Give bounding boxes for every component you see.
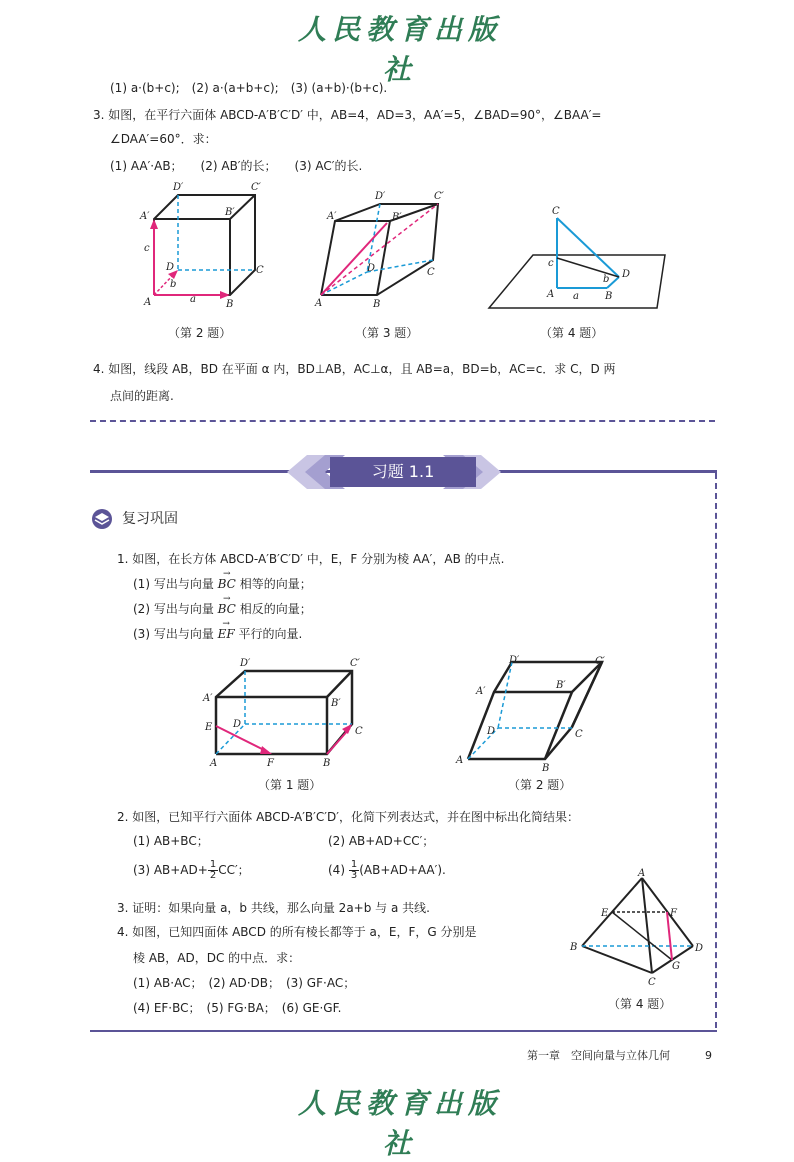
label-C-4: C	[552, 206, 560, 217]
figure-tetrahedron-p4	[565, 868, 710, 988]
footer-page-number: 9	[705, 1049, 712, 1062]
label-c-4: c	[548, 258, 554, 269]
q3-line3: (1) AA′·AB； (2) AB′的长； (3) AC′的长.	[110, 159, 363, 173]
label-C-tetra: C	[648, 977, 656, 988]
publisher-footer: 人民教育出版社	[297, 1087, 502, 1160]
label-G-tetra: G	[672, 961, 680, 972]
p1-item3: (3) 写出与向量 → EF 平行的向量.	[133, 626, 302, 642]
label-D-p1: D	[233, 719, 242, 730]
p4-line1: 4. 如图，已知四面体 ABCD 的所有棱长都等于 a，E，F，G 分别是	[117, 925, 477, 939]
caption-q4: （第 4 题）	[540, 326, 604, 340]
p2-item4: (4) $\frac{1}{3}$ (AB+AD+AA′).	[328, 859, 446, 881]
label-b-4: b	[603, 274, 610, 285]
label-C-prime-1: C′	[251, 182, 261, 193]
q3-line1: 3. 如图，在平行六面体 ABCD-A′B′C′D′ 中，AB=4，AD=3，AA′=5，∠BAD=90°，∠BAA′=	[93, 108, 602, 122]
footer-chapter: 第一章 空间向量与立体几何	[527, 1049, 670, 1062]
label-B-prime-1: B′	[225, 207, 235, 218]
label-B-p2: B	[542, 763, 550, 774]
figure-parallelepiped-p2	[455, 655, 606, 774]
label-A-2: A	[315, 298, 323, 309]
q3-line2: ∠DAA′=60°．求：	[110, 132, 217, 146]
top-figures	[130, 175, 690, 320]
label-E-tetra: E	[601, 908, 609, 919]
caption-p4: （第 4 题）	[608, 997, 672, 1011]
p1-item2: (2) 写出与向量 → BC 相反的向量；	[133, 601, 312, 617]
q2-subitems: (1) a·(b+c); (2) a·(a+b+c); (3) (a+b)·(b+c).	[110, 81, 388, 95]
p1-line1: 1. 如图，在长方体 ABCD-A′B′C′D′ 中，E，F 分别为棱 AA′，AB 的中点.	[117, 552, 505, 566]
p2-item2: (2) AB+AD+CC′；	[328, 834, 435, 848]
p2-line1: 2. 如图，已知平行六面体 ABCD-A′B′C′D′，化简下列表达式，并在图中标出化简结果：	[117, 810, 579, 824]
exercise-banner-title: 习题 1.1	[330, 457, 476, 487]
label-F-tetra: F	[670, 908, 677, 919]
label-A-p2: A	[456, 755, 464, 766]
label-B-4: B	[605, 291, 613, 302]
figure-parallelepiped-q3	[314, 191, 445, 310]
label-B-prime-p2: B′	[556, 680, 566, 691]
caption-p1: （第 1 题）	[258, 778, 322, 792]
label-B-p1: B	[323, 758, 331, 769]
section-separator	[90, 420, 715, 422]
label-D-4: D	[622, 269, 631, 280]
label-B-2: B	[373, 299, 381, 310]
label-B-prime-2: B′	[392, 212, 402, 223]
books-icon	[90, 508, 114, 530]
label-A-1: A	[144, 297, 152, 308]
caption-q3: （第 3 题）	[355, 326, 419, 340]
label-A-prime-p2: A′	[476, 686, 486, 697]
label-B-1: B	[226, 299, 234, 310]
figure-cuboid-p1	[202, 658, 363, 769]
publisher-header: 人民教育出版社	[297, 13, 502, 86]
p1-item1: (1) 写出与向量 → BC 相等的向量；	[133, 576, 312, 592]
q4-line1: 4. 如图，线段 AB，BD 在平面 α 内，BD⊥AB，AC⊥α，且 AB=a，BD=b，AC=c．求 C，D 两	[93, 362, 616, 376]
label-D-prime-2: D′	[375, 191, 386, 202]
label-D-prime-1: D′	[173, 182, 184, 193]
review-heading: 复习巩固	[122, 511, 178, 527]
label-a-1: a	[190, 294, 196, 305]
label-E-p1: E	[205, 722, 213, 733]
label-D-2: D	[367, 263, 376, 274]
middle-figures	[200, 650, 620, 775]
label-D-tetra: D	[695, 943, 704, 954]
p4-row2: (4) EF·BC； (5) FG·BA； (6) GE·GF.	[133, 1001, 342, 1015]
label-D-prime-p2: D′	[509, 655, 520, 666]
p2-item3: (3) AB+AD+ $\frac{1}{2}$ CC′；	[133, 859, 250, 881]
label-A-prime-2: A′	[327, 211, 337, 222]
label-B-tetra: B	[570, 942, 578, 953]
label-C-prime-p2: C′	[595, 656, 605, 667]
label-a-4: a	[573, 291, 579, 302]
label-b-1: b	[170, 279, 177, 290]
figure-cube-q2	[139, 182, 264, 310]
label-A-p1: A	[210, 758, 218, 769]
label-A-4: A	[547, 289, 555, 300]
label-A-prime-1: A′	[140, 211, 150, 222]
label-A-prime-p1: A′	[203, 693, 213, 704]
figure-plane-q4	[489, 206, 665, 308]
label-C-p1: C	[355, 726, 363, 737]
q4-line2: 点间的距离.	[110, 389, 174, 403]
caption-q2: （第 2 题）	[168, 326, 232, 340]
label-C-1: C	[256, 265, 264, 276]
label-A-tetra: A	[638, 868, 646, 879]
caption-p2: （第 2 题）	[508, 778, 572, 792]
p4-line2: 棱 AB，AD，DC 的中点．求：	[133, 951, 301, 965]
label-C-p2: C	[575, 729, 583, 740]
p4-row1: (1) AB·AC； (2) AD·DB； (3) GF·AC；	[133, 976, 356, 990]
label-D-prime-p1: D′	[240, 658, 251, 669]
label-C-2: C	[427, 267, 435, 278]
label-C-prime-2: C′	[434, 191, 444, 202]
label-C-prime-p1: C′	[350, 658, 360, 669]
exercise-right-border	[715, 473, 717, 1028]
label-F-p1: F	[267, 758, 274, 769]
label-D-1: D	[166, 262, 175, 273]
p3-line: 3. 证明：如果向量 a，b 共线，那么向量 2a+b 与 a 共线.	[117, 901, 430, 915]
label-c-1: c	[144, 243, 150, 254]
label-D-p2: D	[487, 726, 496, 737]
label-B-prime-p1: B′	[331, 698, 341, 709]
exercise-bottom-rule	[90, 1030, 717, 1032]
p2-item1: (1) AB+BC；	[133, 834, 209, 848]
